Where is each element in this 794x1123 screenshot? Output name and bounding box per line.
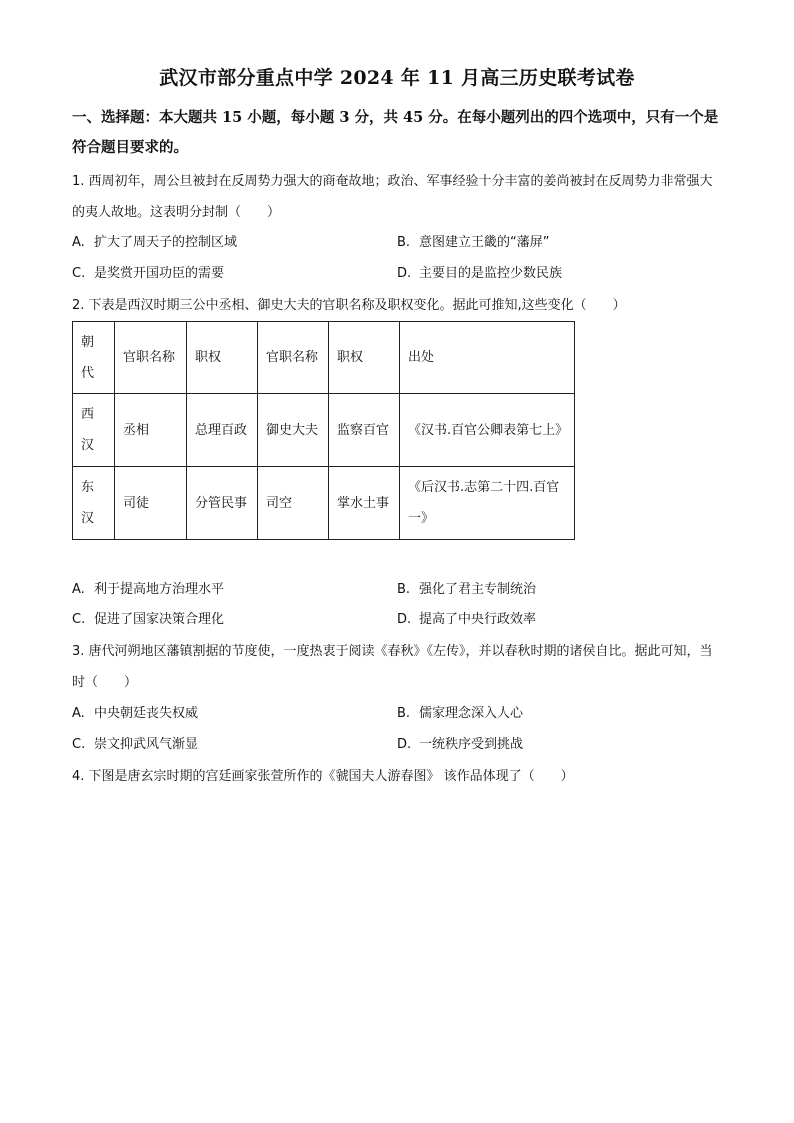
question-2-option-b	[397, 580, 536, 600]
question-1-option-c	[72, 264, 224, 284]
question-4-stem: 4. 下图是唐玄宗时期的宫廷画家张萱所作的《虢国夫人游春图》 该作品体现了（ ）	[72, 769, 574, 784]
option-text: 中央朝廷丧失权威	[94, 706, 199, 721]
question-2-option-a	[72, 580, 224, 600]
option-letter: A.	[72, 235, 85, 250]
officials-table	[72, 321, 575, 540]
table-header-cell: 职权	[187, 322, 258, 394]
table-row	[73, 394, 575, 467]
table-cell: 司徒	[115, 467, 187, 540]
option-text: 崇文抑武风气渐显	[94, 737, 199, 752]
table-header-row	[73, 322, 575, 394]
option-letter: A.	[72, 706, 85, 721]
table-header-cell: 职权	[329, 322, 400, 394]
question-1-stem: 1. 西周初年，周公旦被封在反周势力强大的商奄故地；政治、军事经验十分丰富的姜尚被封在反周势力非常强大的夷人故地。这表明分封制（ ）	[72, 174, 713, 220]
table-cell: 西汉	[73, 394, 115, 467]
table-header-cell: 官职名称	[115, 322, 187, 394]
option-letter: C.	[72, 737, 86, 752]
option-text: 一统秩序受到挑战	[419, 737, 524, 752]
table-cell: 监察百官	[329, 394, 400, 467]
option-letter: B.	[397, 582, 411, 597]
table-cell: 总理百政	[187, 394, 258, 467]
table-cell: 掌水土事	[329, 467, 400, 540]
option-letter: D.	[397, 266, 412, 281]
table-cell: 司空	[258, 467, 329, 540]
question-1-option-b	[397, 233, 549, 253]
question-2-stem: 2. 下表是西汉时期三公中丞相、御史大夫的官职名称及职权变化。据此可推知,这些变化（ ）	[72, 298, 626, 313]
table-cell: 东汉	[73, 467, 115, 540]
option-letter: B.	[397, 235, 411, 250]
table-cell: 《后汉书.志第二十四.百官一》	[400, 467, 575, 540]
option-text: 促进了国家决策合理化	[94, 612, 225, 627]
option-letter: D.	[397, 737, 412, 752]
question-3-option-c	[72, 735, 198, 755]
option-text: 儒家理念深入人心	[419, 706, 524, 721]
option-letter: D.	[397, 612, 412, 627]
option-text: 利于提高地方治理水平	[94, 582, 225, 597]
question-3-option-d	[397, 735, 523, 755]
question-3-option-a	[72, 704, 198, 724]
option-text: 主要目的是监控少数民族	[419, 266, 563, 281]
table-cell: 分管民事	[187, 467, 258, 540]
table-cell: 丞相	[115, 394, 187, 467]
table-header-cell: 官职名称	[258, 322, 329, 394]
question-3-stem: 3. 唐代河朔地区藩镇割据的节度使，一度热衷于阅读《春秋》《左传》，并以春秋时期的诸侯自比。据此可知，当时（ ）	[72, 644, 713, 690]
option-text: 意图建立王畿的“藩屏”	[419, 235, 550, 250]
table-cell: 《汉书.百官公卿表第七上》	[400, 394, 575, 467]
option-text: 提高了中央行政效率	[419, 612, 537, 627]
question-2-option-d	[397, 610, 536, 630]
option-text: 是奖赏开国功臣的需要	[94, 266, 225, 281]
table-header-cell: 朝代	[73, 322, 115, 394]
question-1-option-d	[397, 264, 562, 284]
question-1-option-a	[72, 233, 237, 253]
table-header-cell: 出处	[400, 322, 575, 394]
table-row	[73, 467, 575, 540]
option-letter: C.	[72, 612, 86, 627]
option-letter: C.	[72, 266, 86, 281]
question-3-option-b	[397, 704, 523, 724]
table-cell: 御史大夫	[258, 394, 329, 467]
exam-title: 武汉市部分重点中学 2024 年 11 月高三历史联考试卷	[159, 67, 635, 89]
option-text: 强化了君主专制统治	[419, 582, 537, 597]
question-2-option-c	[72, 610, 224, 630]
option-letter: B.	[397, 706, 411, 721]
option-letter: A.	[72, 582, 85, 597]
option-text: 扩大了周天子的控制区域	[94, 235, 238, 250]
section-instructions: 一、选择题：本大题共 15 小题，每小题 3 分，共 45 分。在每小题列出的四个选项中，只有一个是符合题目要求的。	[72, 109, 719, 156]
